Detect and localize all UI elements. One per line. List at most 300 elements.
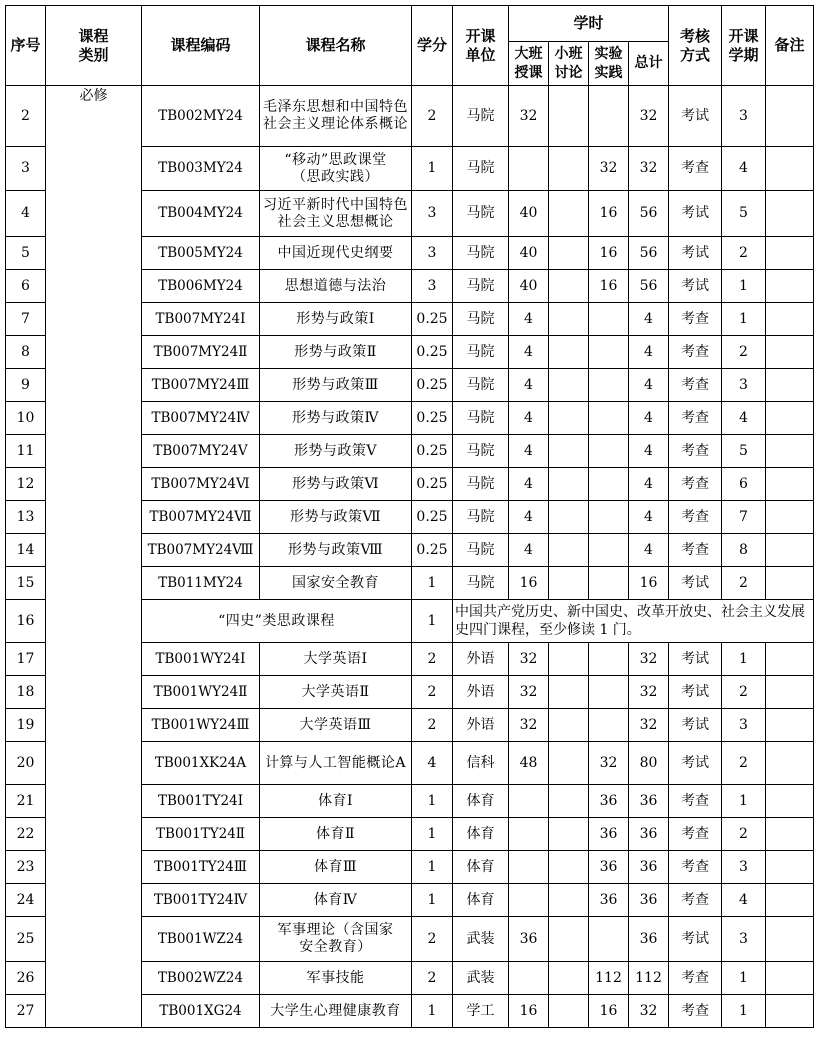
row-credit: 2	[412, 917, 453, 962]
row-seq: 16	[6, 600, 46, 643]
row-hours-total: 36	[629, 884, 669, 917]
row-unit: 信科	[453, 742, 509, 785]
course-table	[5, 5, 814, 1028]
header-credit: 学分	[412, 6, 453, 86]
row-assessment: 考试	[669, 567, 722, 600]
row-semester: 1	[722, 962, 766, 995]
course-table-body	[6, 86, 814, 1028]
row-unit: 外语	[453, 709, 509, 742]
row-unit: 外语	[453, 643, 509, 676]
row-seq: 6	[6, 270, 46, 303]
row-remark	[766, 676, 814, 709]
row-semester: 1	[722, 303, 766, 336]
row-semester: 2	[722, 676, 766, 709]
row-remark	[766, 435, 814, 468]
row-hours-total: 36	[629, 785, 669, 818]
row-hours-lecture: 4	[509, 501, 549, 534]
row-assessment: 考查	[669, 435, 722, 468]
row-name-text: 习近平新时代中国特色社会主义思想概论	[263, 196, 408, 230]
row-credit: 0.25	[412, 468, 453, 501]
row-seq: 21	[6, 785, 46, 818]
row-remark	[766, 643, 814, 676]
row-name	[260, 147, 412, 191]
row-hours-total: 56	[629, 270, 669, 303]
row-code: TB007MY24Ⅳ	[142, 402, 260, 435]
row-assessment: 考查	[669, 534, 722, 567]
row-name-text: 大学英语Ⅱ	[301, 683, 370, 700]
row-unit: 马院	[453, 567, 509, 600]
row-hours-total: 36	[629, 917, 669, 962]
row-unit: 马院	[453, 147, 509, 191]
row-credit: 2	[412, 962, 453, 995]
row-credit: 1	[412, 851, 453, 884]
row-assessment: 考试	[669, 709, 722, 742]
row-hours-practice: 112	[589, 962, 629, 995]
row-code: TB007MY24Ⅶ	[142, 501, 260, 534]
row-name-text: 毛泽东思想和中国特色社会主义理论体系概论	[263, 99, 408, 132]
row-unit: 体育	[453, 884, 509, 917]
row-name	[260, 962, 412, 995]
row-hours-lecture	[509, 785, 549, 818]
row-hours-seminar	[549, 303, 589, 336]
row-remark	[766, 785, 814, 818]
row-name	[260, 643, 412, 676]
row-unit: 马院	[453, 501, 509, 534]
row-hours-practice	[589, 917, 629, 962]
row-code: TB001WY24Ⅰ	[142, 643, 260, 676]
row-code: TB001XG24	[142, 995, 260, 1028]
row-unit: 马院	[453, 534, 509, 567]
row-name	[260, 501, 412, 534]
row-credit: 0.25	[412, 501, 453, 534]
row-semester: 1	[722, 785, 766, 818]
row-seq: 27	[6, 995, 46, 1028]
row-hours-total: 112	[629, 962, 669, 995]
header-seq: 序号	[6, 6, 46, 86]
row-code: TB001TY24Ⅳ	[142, 884, 260, 917]
row-seq: 23	[6, 851, 46, 884]
row-credit: 1	[412, 785, 453, 818]
row-seq: 3	[6, 147, 46, 191]
row-name	[260, 995, 412, 1028]
row-semester: 1	[722, 995, 766, 1028]
row-seq: 9	[6, 369, 46, 402]
row-semester: 3	[722, 369, 766, 402]
row-semester: 1	[722, 643, 766, 676]
row-name-text: 国家安全教育	[292, 574, 379, 591]
row-unit: 马院	[453, 303, 509, 336]
row-name-text: 军事理论（含国家安全教育）	[277, 922, 394, 955]
row-hours-total: 4	[629, 468, 669, 501]
row-remark	[766, 534, 814, 567]
row-name-text: “移动”思政课堂（思政实践）	[284, 151, 387, 185]
table-row	[6, 86, 814, 147]
row-hours-seminar	[549, 851, 589, 884]
row-hours-seminar	[549, 191, 589, 237]
row-hours-practice: 36	[589, 785, 629, 818]
header-hours-lecture: 大班授课	[509, 42, 549, 86]
row-name-text: 形势与政策Ⅳ	[292, 409, 379, 426]
row-seq: 19	[6, 709, 46, 742]
header-unit: 开课单位	[453, 6, 509, 86]
row-hours-total: 16	[629, 567, 669, 600]
row-hours-seminar	[549, 962, 589, 995]
row-semester: 2	[722, 567, 766, 600]
row-name-text: 体育Ⅱ	[315, 825, 355, 842]
row-name-text: 形势与政策Ⅵ	[291, 475, 380, 492]
row-name	[260, 336, 412, 369]
row-semester: 2	[722, 237, 766, 270]
row-hours-practice	[589, 501, 629, 534]
row-name	[260, 402, 412, 435]
row-semester: 8	[722, 534, 766, 567]
row-name	[260, 237, 412, 270]
row-hours-lecture: 32	[509, 86, 549, 147]
row-credit: 3	[412, 237, 453, 270]
row-semester: 3	[722, 851, 766, 884]
row-code: TB011MY24	[142, 567, 260, 600]
row-hours-lecture: 4	[509, 402, 549, 435]
row-hours-practice: 16	[589, 191, 629, 237]
row-hours-practice	[589, 402, 629, 435]
row-remark	[766, 468, 814, 501]
row-code: TB003MY24	[142, 147, 260, 191]
row-assessment: 考查	[669, 147, 722, 191]
row-hours-practice	[589, 435, 629, 468]
row-name-text: 体育Ⅲ	[313, 858, 357, 875]
row-semester: 3	[722, 86, 766, 147]
row-unit: 体育	[453, 785, 509, 818]
row-hours-total: 32	[629, 86, 669, 147]
row-remark	[766, 303, 814, 336]
row-name-text: 军事技能	[306, 969, 365, 986]
row-name-text: 体育Ⅰ	[317, 792, 354, 809]
row-seq: 13	[6, 501, 46, 534]
row-credit: 3	[412, 191, 453, 237]
row-name-text: 体育Ⅳ	[313, 891, 358, 908]
row-unit: 外语	[453, 676, 509, 709]
row-hours-practice: 36	[589, 818, 629, 851]
row-hours-total: 4	[629, 369, 669, 402]
row-semester: 5	[722, 191, 766, 237]
row-name	[260, 676, 412, 709]
row-hours-practice: 16	[589, 237, 629, 270]
row-hours-practice: 36	[589, 851, 629, 884]
row-hours-lecture: 4	[509, 369, 549, 402]
row-hours-seminar	[549, 336, 589, 369]
row-seq: 10	[6, 402, 46, 435]
row-remark	[766, 851, 814, 884]
row-seq: 15	[6, 567, 46, 600]
row-seq: 2	[6, 86, 46, 147]
row-semester: 3	[722, 917, 766, 962]
row-semester: 2	[722, 336, 766, 369]
row-hours-lecture: 32	[509, 709, 549, 742]
row-hours-total: 4	[629, 336, 669, 369]
row-assessment: 考查	[669, 851, 722, 884]
row-name	[260, 709, 412, 742]
row-code: TB001XK24A	[142, 742, 260, 785]
row-hours-practice	[589, 643, 629, 676]
row-hours-practice	[589, 709, 629, 742]
row-remark	[766, 962, 814, 995]
row-credit: 2	[412, 86, 453, 147]
row-hours-total: 80	[629, 742, 669, 785]
row-hours-seminar	[549, 818, 589, 851]
row-name	[260, 534, 412, 567]
row-name-text: 形势与政策Ⅴ	[293, 442, 378, 459]
row-code: TB001WY24Ⅱ	[142, 676, 260, 709]
row-credit: 1	[412, 147, 453, 191]
row-code: TB007MY24Ⅵ	[142, 468, 260, 501]
row-remark	[766, 86, 814, 147]
row-remark	[766, 147, 814, 191]
row-seq: 11	[6, 435, 46, 468]
row-credit: 2	[412, 643, 453, 676]
row-credit: 0.25	[412, 369, 453, 402]
row-assessment: 考查	[669, 501, 722, 534]
row-hours-total: 56	[629, 237, 669, 270]
row-unit: 武装	[453, 962, 509, 995]
row-hours-seminar	[549, 86, 589, 147]
row-unit: 体育	[453, 818, 509, 851]
row-remark	[766, 191, 814, 237]
row-hours-lecture: 16	[509, 567, 549, 600]
row-name: “四史”类思政课程	[142, 600, 412, 643]
row-hours-practice	[589, 567, 629, 600]
row-hours-lecture: 4	[509, 303, 549, 336]
row-remark	[766, 402, 814, 435]
row-name-text: 大学英语Ⅲ	[299, 716, 372, 733]
row-hours-seminar	[549, 676, 589, 709]
row-assessment: 考查	[669, 303, 722, 336]
row-hours-practice	[589, 369, 629, 402]
row-hours-total: 4	[629, 534, 669, 567]
row-hours-seminar	[549, 270, 589, 303]
header-category: 课程类别	[46, 6, 142, 86]
row-hours-practice: 32	[589, 742, 629, 785]
row-hours-practice: 32	[589, 147, 629, 191]
row-name	[260, 270, 412, 303]
row-seq: 25	[6, 917, 46, 962]
header-semester: 开课学期	[722, 6, 766, 86]
row-name-text: 中国近现代史纲要	[277, 244, 394, 261]
row-code: TB001TY24Ⅲ	[142, 851, 260, 884]
row-hours-total: 32	[629, 709, 669, 742]
row-semester: 1	[722, 270, 766, 303]
row-hours-lecture: 4	[509, 336, 549, 369]
row-assessment: 考查	[669, 468, 722, 501]
row-seq: 14	[6, 534, 46, 567]
row-hours-practice	[589, 336, 629, 369]
header-hours: 学时	[509, 6, 669, 42]
row-hours-seminar	[549, 534, 589, 567]
row-hours-lecture: 32	[509, 676, 549, 709]
row-hours-lecture	[509, 962, 549, 995]
row-hours-total: 4	[629, 501, 669, 534]
row-assessment: 考试	[669, 86, 722, 147]
row-remark	[766, 818, 814, 851]
row-credit: 3	[412, 270, 453, 303]
row-hours-total: 56	[629, 191, 669, 237]
row-semester: 3	[722, 709, 766, 742]
row-hours-lecture	[509, 884, 549, 917]
row-remark	[766, 336, 814, 369]
row-unit: 马院	[453, 237, 509, 270]
row-seq: 12	[6, 468, 46, 501]
row-name-text: 形势与政策Ⅷ	[287, 541, 384, 558]
row-semester: 7	[722, 501, 766, 534]
row-hours-lecture	[509, 851, 549, 884]
row-assessment: 考查	[669, 884, 722, 917]
row-assessment: 考试	[669, 643, 722, 676]
row-hours-lecture: 40	[509, 191, 549, 237]
row-assessment: 考试	[669, 917, 722, 962]
row-remark	[766, 567, 814, 600]
row-code: TB001WY24Ⅲ	[142, 709, 260, 742]
row-credit: 1	[412, 600, 453, 643]
row-hours-total: 4	[629, 303, 669, 336]
row-semester: 2	[722, 742, 766, 785]
row-hours-practice	[589, 468, 629, 501]
row-assessment: 考查	[669, 369, 722, 402]
row-hours-lecture: 16	[509, 995, 549, 1028]
row-credit: 2	[412, 676, 453, 709]
row-hours-lecture: 32	[509, 643, 549, 676]
row-seq: 26	[6, 962, 46, 995]
row-credit: 0.25	[412, 534, 453, 567]
row-name	[260, 86, 412, 147]
row-hours-total: 36	[629, 851, 669, 884]
row-hours-practice	[589, 534, 629, 567]
row-remark	[766, 742, 814, 785]
row-assessment: 考查	[669, 995, 722, 1028]
row-hours-lecture: 40	[509, 237, 549, 270]
row-hours-seminar	[549, 643, 589, 676]
row-hours-seminar	[549, 785, 589, 818]
row-assessment: 考查	[669, 402, 722, 435]
row-hours-seminar	[549, 567, 589, 600]
row-assessment: 考查	[669, 962, 722, 995]
header-hours-seminar: 小班讨论	[549, 42, 589, 86]
row-unit: 马院	[453, 191, 509, 237]
row-name-text: 形势与政策Ⅱ	[294, 343, 377, 360]
header-code: 课程编码	[142, 6, 260, 86]
row-hours-seminar	[549, 995, 589, 1028]
row-category: 必修	[46, 86, 142, 1028]
row-unit: 马院	[453, 435, 509, 468]
row-remark	[766, 369, 814, 402]
row-assessment: 考试	[669, 191, 722, 237]
row-remark	[766, 501, 814, 534]
row-assessment: 考试	[669, 742, 722, 785]
row-code: TB007MY24Ⅷ	[142, 534, 260, 567]
row-remark	[766, 884, 814, 917]
row-hours-practice: 16	[589, 995, 629, 1028]
row-name-text: 大学英语Ⅰ	[303, 650, 368, 667]
row-hours-seminar	[549, 709, 589, 742]
row-code: TB007MY24Ⅰ	[142, 303, 260, 336]
header-name: 课程名称	[260, 6, 412, 86]
row-hours-seminar	[549, 468, 589, 501]
row-hours-practice	[589, 303, 629, 336]
row-remark	[766, 237, 814, 270]
row-name-text: 形势与政策Ⅶ	[289, 508, 382, 525]
row-name	[260, 468, 412, 501]
row-hours-lecture	[509, 147, 549, 191]
row-hours-total: 4	[629, 435, 669, 468]
row-name	[260, 818, 412, 851]
row-hours-lecture: 4	[509, 435, 549, 468]
row-name	[260, 435, 412, 468]
row-hours-total: 4	[629, 402, 669, 435]
row-assessment: 考查	[669, 785, 722, 818]
row-assessment: 考查	[669, 336, 722, 369]
row-name-text: 形势与政策Ⅰ	[296, 310, 375, 327]
row-credit: 1	[412, 818, 453, 851]
row-code: TB007MY24Ⅱ	[142, 336, 260, 369]
row-hours-practice	[589, 86, 629, 147]
row-hours-practice: 36	[589, 884, 629, 917]
row-credit: 2	[412, 709, 453, 742]
row-seq: 5	[6, 237, 46, 270]
row-hours-lecture: 36	[509, 917, 549, 962]
row-name	[260, 567, 412, 600]
row-hours-seminar	[549, 369, 589, 402]
row-name	[260, 742, 412, 785]
row-seq: 20	[6, 742, 46, 785]
row-seq: 18	[6, 676, 46, 709]
row-remark	[766, 995, 814, 1028]
row-name	[260, 191, 412, 237]
row-hours-seminar	[549, 917, 589, 962]
row-remark	[766, 270, 814, 303]
row-credit: 1	[412, 567, 453, 600]
row-code: TB001WZ24	[142, 917, 260, 962]
row-name-text: 形势与政策Ⅲ	[292, 376, 379, 393]
row-assessment: 考试	[669, 237, 722, 270]
row-code: TB001TY24Ⅱ	[142, 818, 260, 851]
row-unit: 马院	[453, 402, 509, 435]
row-credit: 0.25	[412, 402, 453, 435]
row-assessment: 考查	[669, 818, 722, 851]
row-hours-practice: 16	[589, 270, 629, 303]
row-unit: 学工	[453, 995, 509, 1028]
row-name-text: 思想道德与法治	[284, 277, 387, 294]
row-name	[260, 785, 412, 818]
row-hours-seminar	[549, 237, 589, 270]
row-code: TB007MY24Ⅴ	[142, 435, 260, 468]
row-hours-lecture: 40	[509, 270, 549, 303]
row-hours-total: 32	[629, 147, 669, 191]
row-name	[260, 851, 412, 884]
row-semester: 6	[722, 468, 766, 501]
row-seq: 17	[6, 643, 46, 676]
row-hours-seminar	[549, 147, 589, 191]
row-credit: 0.25	[412, 336, 453, 369]
row-semester: 4	[722, 402, 766, 435]
header-hours-total: 总计	[629, 42, 669, 86]
row-hours-total: 32	[629, 643, 669, 676]
row-credit: 1	[412, 995, 453, 1028]
row-remark	[766, 917, 814, 962]
row-hours-lecture: 4	[509, 468, 549, 501]
row-hours-seminar	[549, 435, 589, 468]
header-hours-practice: 实验实践	[589, 42, 629, 86]
row-seq: 4	[6, 191, 46, 237]
row-semester: 2	[722, 818, 766, 851]
row-hours-total: 32	[629, 676, 669, 709]
